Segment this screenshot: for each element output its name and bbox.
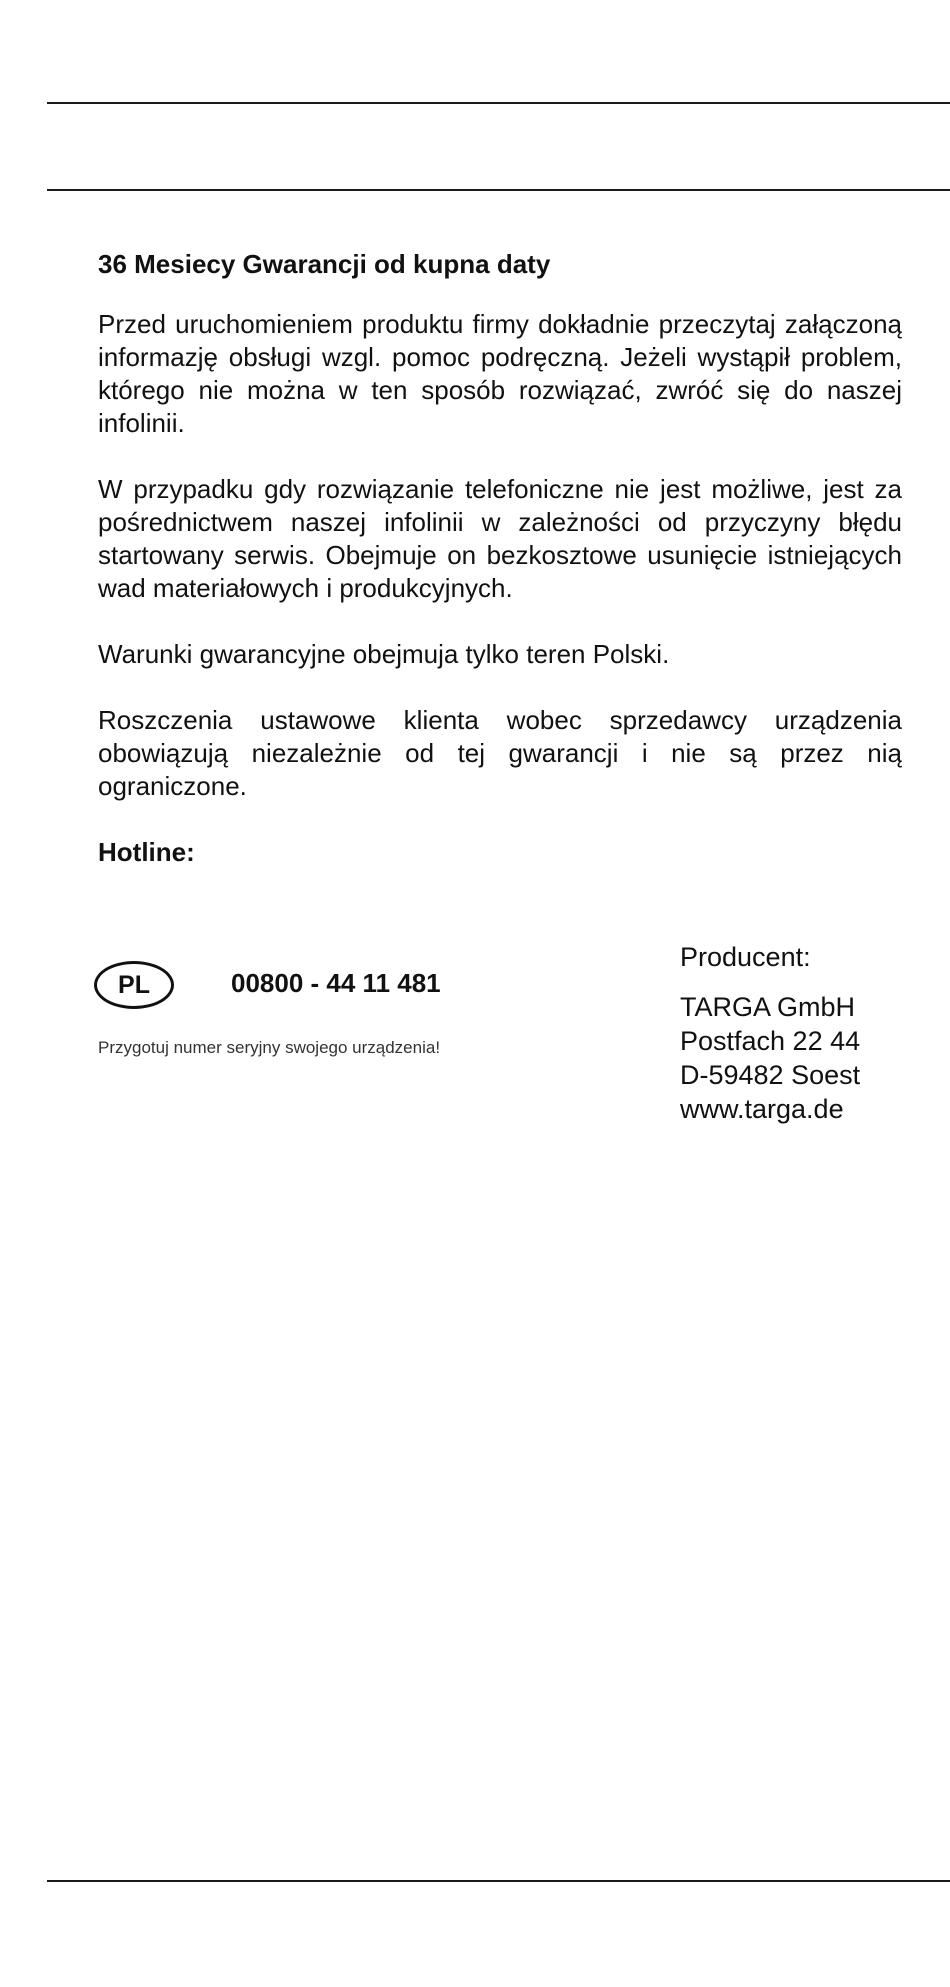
- hotline-phone-number: 00800 - 44 11 481: [231, 968, 441, 998]
- paragraph-territory: Warunki gwarancyjne obejmuja tylko teren Polski.: [98, 639, 670, 669]
- paragraph-instructions: Przed uruchomieniem produktu firmy dokładnie przeczytaj załączoną informazję obsługi wzgl. pomoc podręczną. Jeżeli wystąpił problem, którego nie można w ten sposób rozwiązać, zwróć się do naszej infolinii.: [98, 309, 902, 438]
- producer-address: [680, 940, 940, 1126]
- footer-divider: [47, 1880, 950, 1882]
- hotline-heading: Hotline:: [98, 837, 195, 867]
- header-divider: [47, 189, 950, 191]
- producer-company: TARGA GmbH: [680, 992, 856, 1022]
- producer-label: Producent:: [680, 942, 811, 972]
- warranty-text: [98, 248, 902, 868]
- warranty-heading: 36 Mesiecy Gwarancji od kupna daty: [98, 249, 551, 279]
- producer-postbox: Postfach 22 44: [680, 1026, 861, 1056]
- serial-number-note: Przygotuj numer seryjny swojego urządzenia!: [98, 1038, 441, 1057]
- paragraph-statutory-claims: Roszczenia ustawowe klienta wobec sprzedawcy urządzenia obowiązują niezależnie od tej gwarancji i nie są przez nią ograniczone.: [98, 705, 902, 801]
- producer-city: D-59482 Soest: [680, 1060, 861, 1090]
- producer-website: www.targa.de: [680, 1094, 844, 1124]
- top-divider: [47, 102, 950, 104]
- paragraph-service: W przypadku gdy rozwiązanie telefoniczne nie jest możliwe, jest za pośrednictwem naszej infolinii w zależności od przyczyny błędu startowany serwis. Obejmuje on bezkosztowe usunięcie istniejących wad materiałowych i produkcyjnych.: [98, 474, 902, 603]
- country-badge: PL: [94, 961, 174, 1009]
